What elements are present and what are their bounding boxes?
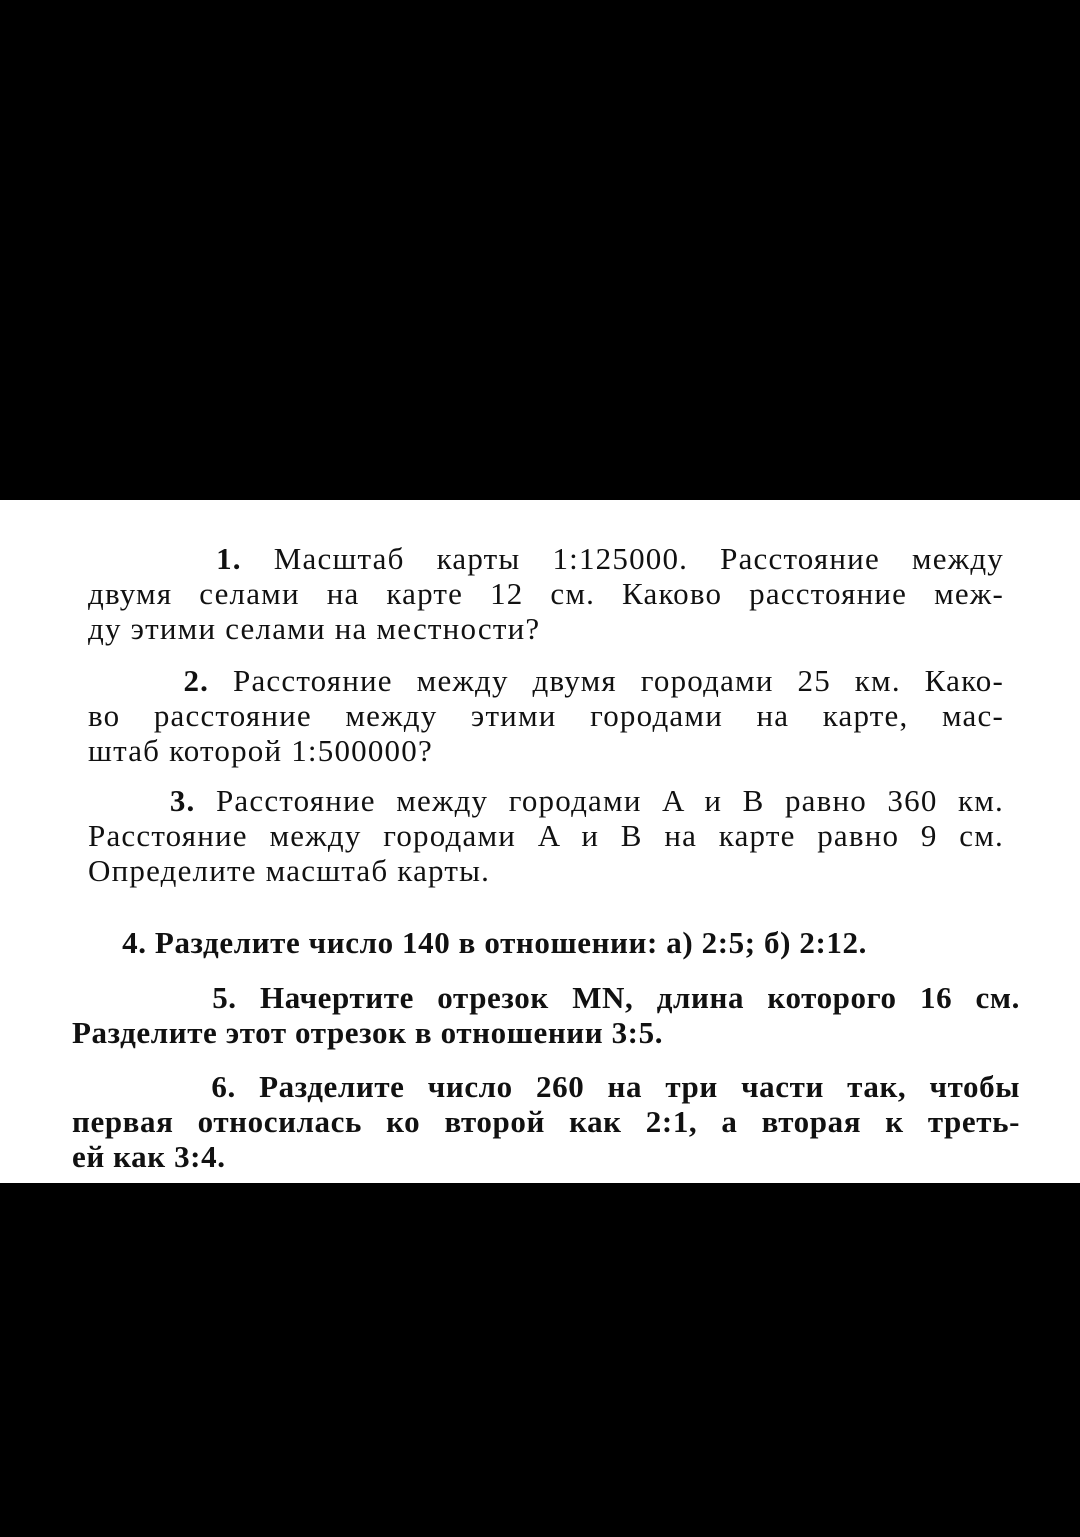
problem-6-line-1: 6. Разделите число 260 на три части так, чтобы (211, 1069, 1021, 1104)
problem-3 (88, 783, 1004, 888)
bottom-black-band (0, 1183, 1080, 1537)
problem-4 (72, 925, 1020, 960)
problem-6-line-3: ей как 3:4. (72, 1139, 226, 1174)
problem-2-line-2: во расстояние между этими городами на карте, мас- (88, 698, 1004, 733)
problem-1-line-3: ду этими селами на местности? (88, 611, 541, 646)
problem-1 (88, 541, 1004, 646)
problem-5-number: 5. (212, 980, 237, 1015)
problem-5-line-2: Разделите этот отрезок в отношении 3:5. (72, 1015, 664, 1050)
problem-1-number: 1. (216, 541, 242, 576)
problem-4-number: 4. (122, 925, 147, 960)
problem-5-line-1: 5. Начертите отрезок MN, длина которого 16 см. (212, 980, 1020, 1015)
problem-1-line-2: двумя селами на карте 12 см. Каково расстояние меж- (88, 576, 1004, 611)
problem-6 (72, 1069, 1020, 1174)
problem-2-number: 2. (183, 663, 210, 698)
top-black-band (0, 0, 1080, 500)
problem-5 (72, 980, 1020, 1050)
problem-4-line-1: 4. Разделите число 140 в отношении: а) 2:5; б) 2:12. (122, 925, 867, 960)
problem-6-number: 6. (211, 1069, 236, 1104)
problem-3-line-1: 3. Расстояние между городами A и B равно 360 км. (169, 783, 1005, 818)
problem-6-line-2: первая относилась ко второй как 2:1, а вторая к треть- (72, 1104, 1020, 1139)
problem-2-line-3: штаб которой 1:500000? (88, 733, 433, 768)
problem-2 (88, 663, 1004, 768)
problem-1-line-1: 1. Масштаб карты 1:125000. Расстояние между (216, 541, 1004, 576)
problem-2-line-1: 2. Расстояние между двумя городами 25 км. Како- (183, 663, 1004, 698)
problem-3-line-2: Расстояние между городами A и B на карте равно 9 см. (88, 818, 1004, 853)
problem-3-number: 3. (169, 783, 196, 818)
problem-3-line-3: Определите масштаб карты. (88, 853, 491, 888)
